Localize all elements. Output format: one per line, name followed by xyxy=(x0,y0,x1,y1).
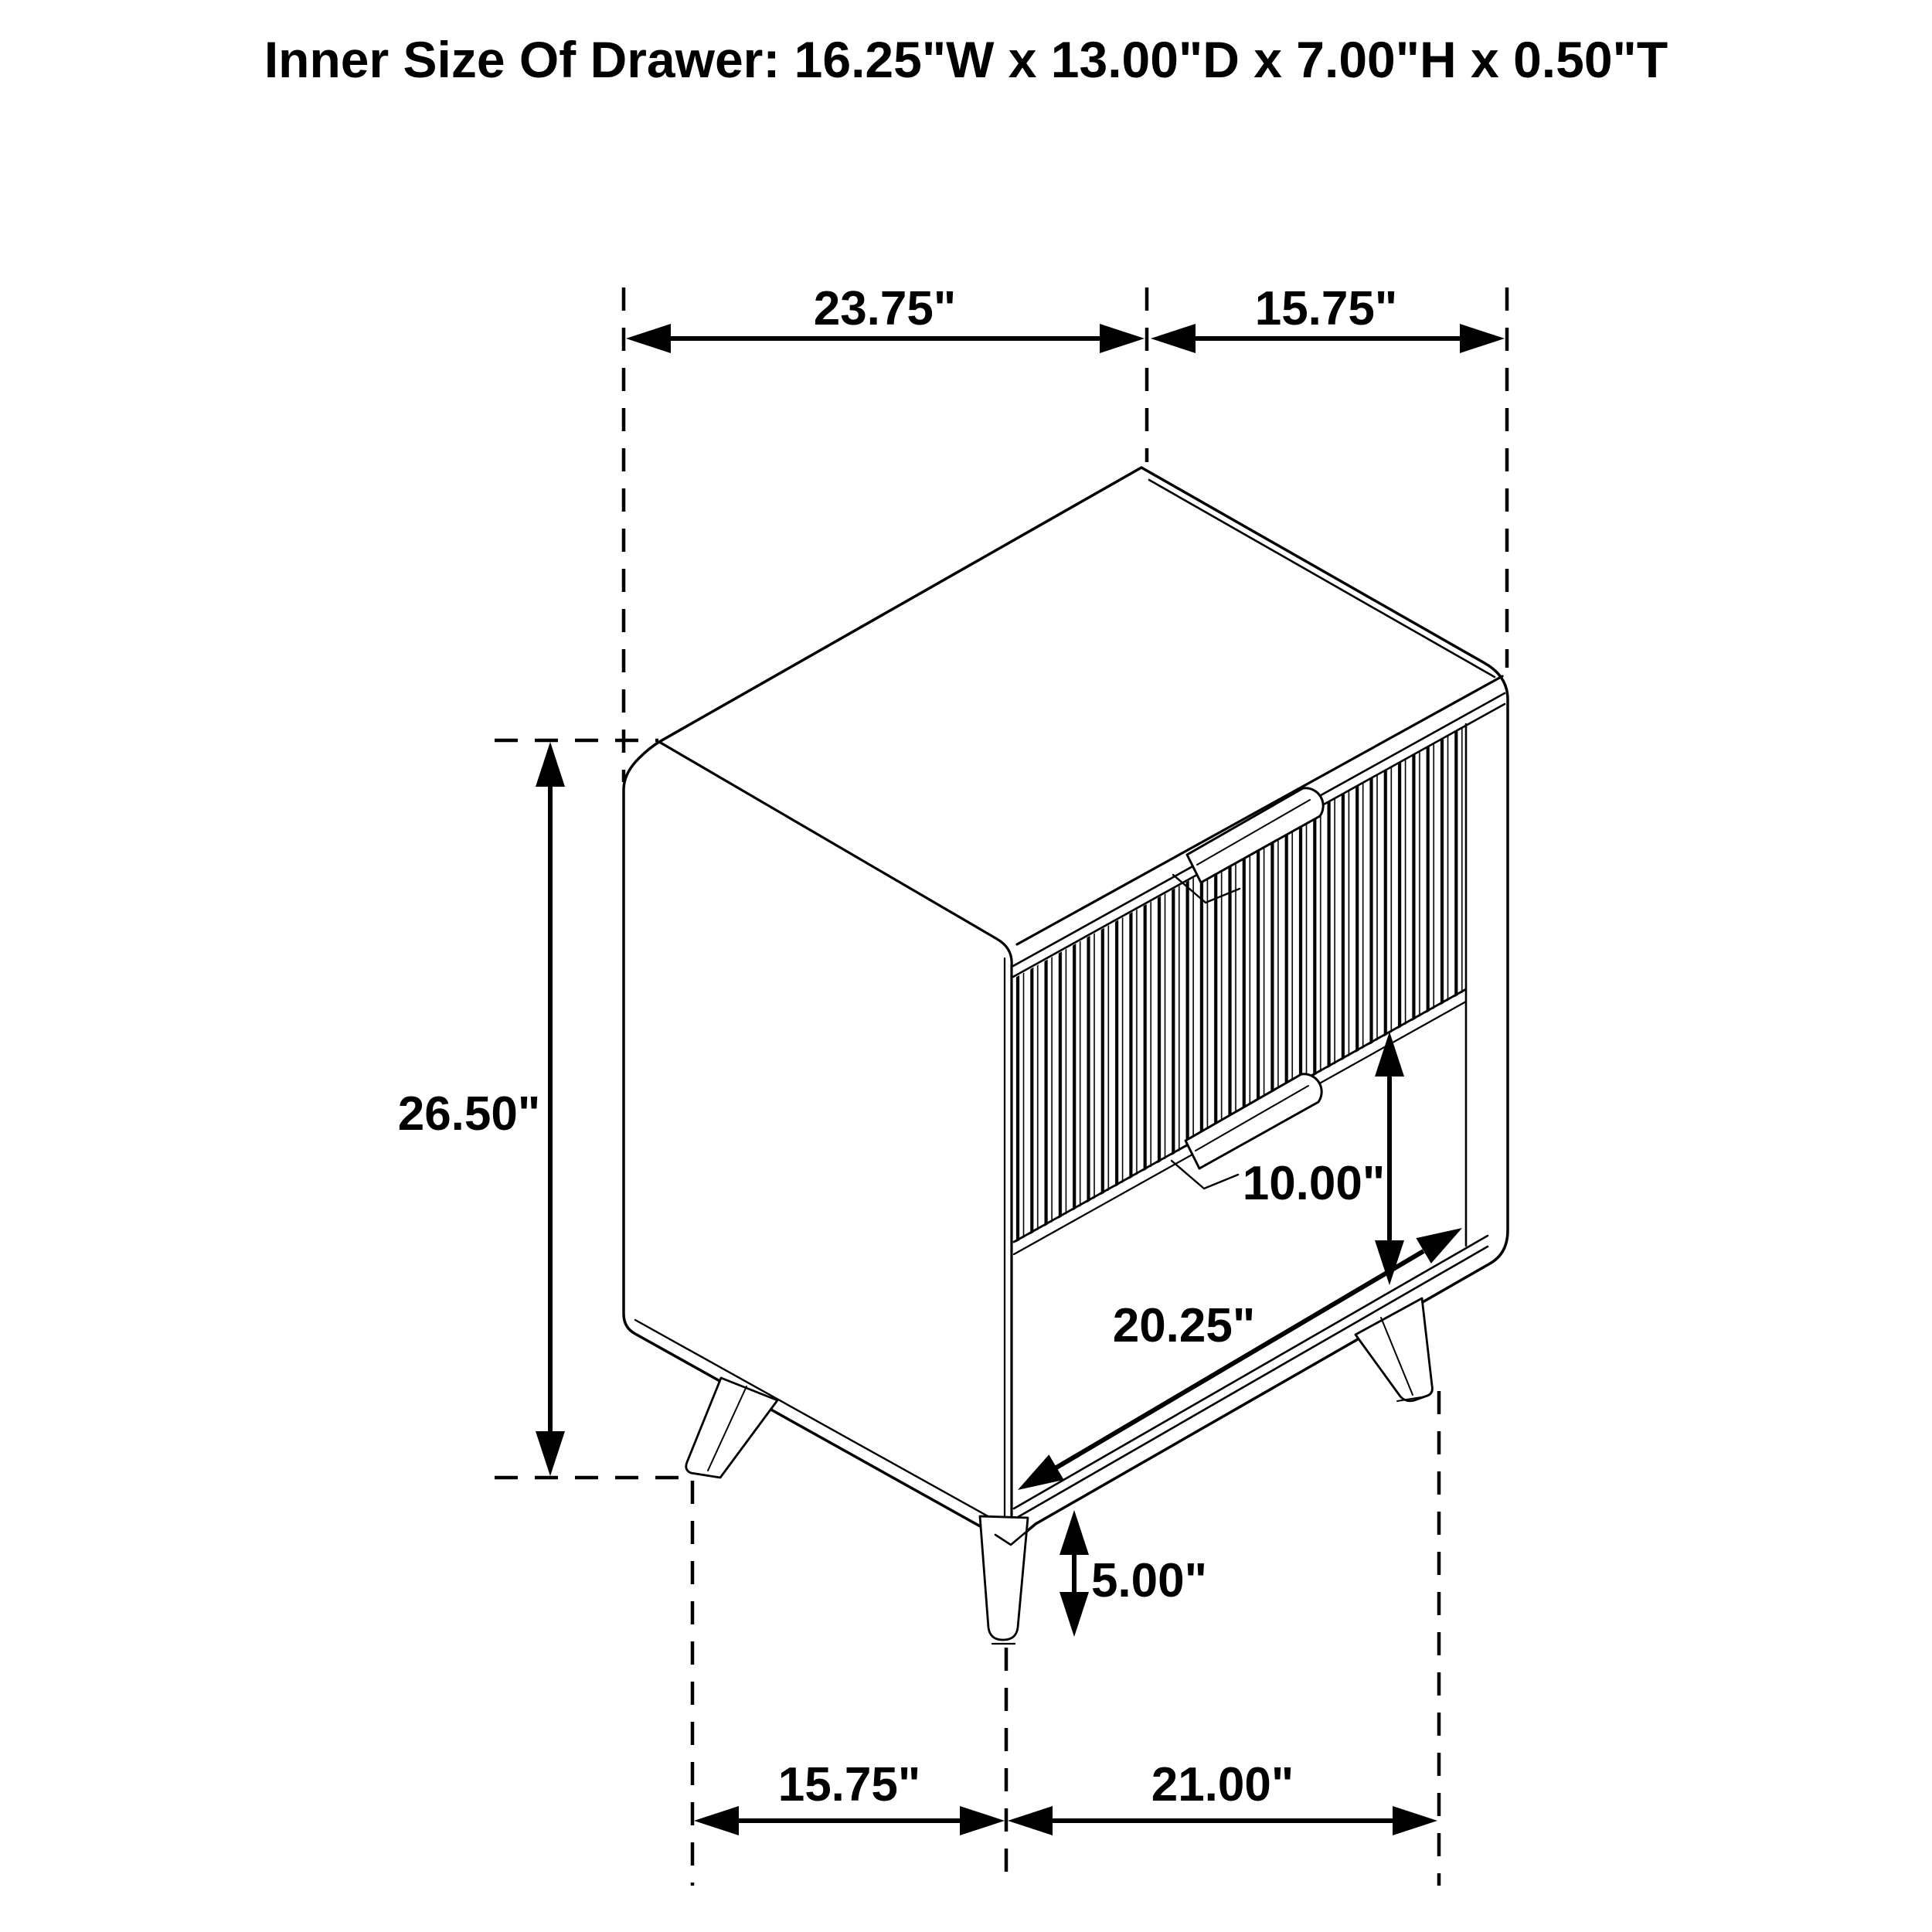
dim-leg-height xyxy=(1060,1510,1089,1637)
label-drawer-inner-width: 20.25" xyxy=(1112,1299,1256,1352)
diagram-title: Inner Size Of Drawer: 16.25"W x 13.00"D x 7.00"H x 0.50"T xyxy=(264,31,1668,88)
label-leg-height: 5.00" xyxy=(1090,1554,1208,1607)
label-bottom-depth: 15.75" xyxy=(777,1758,921,1811)
label-drawer-opening-height: 10.00" xyxy=(1242,1157,1386,1210)
label-top-width: 23.75" xyxy=(813,282,957,335)
label-bottom-width: 21.00" xyxy=(1151,1758,1294,1811)
label-overall-height: 26.50" xyxy=(397,1087,541,1141)
nightstand-drawing xyxy=(624,468,1508,1644)
label-top-depth: 15.75" xyxy=(1254,282,1398,335)
